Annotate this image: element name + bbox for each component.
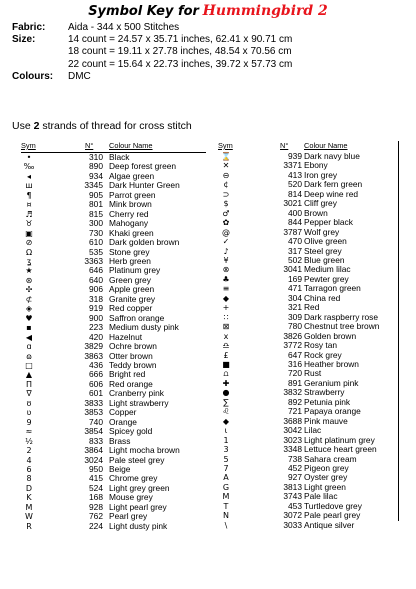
symbol-glyph: 5 — [223, 454, 229, 464]
dmc-number: 400 — [288, 207, 302, 218]
dmc-number: 3833 — [84, 397, 103, 408]
symbol-key-right-column — [214, 141, 399, 530]
symbol-glyph: ʋ — [26, 408, 32, 418]
symbol-glyph: ✿ — [222, 218, 230, 228]
symbol-glyph: ≈ — [25, 427, 33, 437]
symbol-glyph: ★ — [25, 266, 33, 276]
colour-name: Cliff grey — [304, 198, 337, 209]
symbol-glyph: 2 — [26, 446, 32, 456]
design-name: Hummingbird 2 — [202, 3, 328, 19]
dmc-number: 452 — [288, 462, 302, 473]
dmc-number: 906 — [89, 284, 103, 295]
symbol-key-row — [214, 521, 399, 530]
dmc-number: 721 — [288, 406, 302, 417]
dmc-number: 601 — [89, 388, 103, 399]
colour-name: Apple green — [109, 284, 155, 295]
dmc-number: 436 — [89, 359, 103, 370]
dmc-number: 919 — [89, 303, 103, 314]
dmc-number: 3023 — [283, 434, 302, 445]
left-rows — [21, 153, 206, 531]
symbol-glyph: ▲ — [25, 370, 33, 380]
colour-name: Teddy brown — [109, 359, 157, 370]
colour-name: Parrot green — [109, 189, 156, 200]
symbol-glyph: ɷ — [26, 351, 32, 361]
colour-name: Algae green — [109, 170, 155, 181]
symbol-glyph: ◆ — [222, 293, 230, 303]
dmc-number: 3772 — [283, 340, 302, 351]
symbol-glyph: ♌ — [222, 407, 230, 417]
dmc-number: 318 — [89, 293, 103, 304]
symbol-key-row — [21, 522, 206, 531]
colour-name: Dark golden brown — [109, 237, 180, 248]
colour-name: Ochre brown — [109, 341, 157, 352]
symbol-glyph: ⊛ — [25, 275, 33, 285]
symbol-glyph: ⊠ — [222, 322, 230, 332]
colour-name: Iron grey — [304, 169, 338, 180]
symbol-glyph: x — [223, 331, 229, 341]
dmc-number: 3024 — [84, 454, 103, 465]
colour-name: Pewter grey — [304, 273, 349, 284]
symbol-glyph: ✕ — [222, 161, 230, 171]
colour-name: Pale steel grey — [109, 454, 165, 465]
dmc-number: 304 — [288, 292, 302, 303]
colour-name: Sahara cream — [304, 453, 357, 464]
dmc-number: 470 — [288, 236, 302, 247]
symbol-glyph: M — [222, 492, 230, 502]
symbol-glyph: ✚ — [222, 378, 230, 388]
symbol-glyph: ∑ — [223, 397, 229, 407]
colour-name: Ebony — [304, 160, 328, 171]
dmc-number: 928 — [89, 501, 103, 512]
info-label: Size: — [12, 34, 36, 46]
colour-name: Light dusty pink — [109, 520, 168, 531]
dmc-number: 934 — [89, 170, 103, 181]
dmc-number: 413 — [288, 169, 302, 180]
symbol-glyph: ¥ — [223, 255, 229, 265]
dmc-number: 606 — [89, 378, 103, 389]
info-value: DMC — [68, 70, 91, 82]
dmc-number: 905 — [89, 189, 103, 200]
symbol-glyph: ⊖ — [222, 170, 230, 180]
dmc-number: 169 — [288, 273, 302, 284]
colour-name: Pink mauve — [304, 415, 348, 426]
header-sym: Sym — [218, 141, 233, 150]
dmc-number: 892 — [288, 396, 302, 407]
colour-name: Herb green — [109, 255, 151, 266]
symbol-glyph: ¢ — [223, 180, 229, 190]
symbol-glyph: Π — [25, 379, 32, 389]
dmc-number: 730 — [89, 227, 103, 238]
colour-name: Red orange — [109, 378, 153, 389]
dmc-number: 3033 — [283, 519, 302, 530]
symbol-glyph: 9 — [26, 417, 32, 427]
colour-name: Golden brown — [304, 330, 357, 341]
thread-note: Use 2 strands of thread for cross stitch — [12, 120, 192, 132]
symbol-glyph: \ — [224, 520, 228, 530]
dmc-number: 801 — [89, 199, 103, 210]
colour-name: Dark raspberry rose — [304, 311, 379, 322]
symbol-glyph: ♎ — [222, 341, 230, 351]
symbol-glyph: ■ — [222, 359, 230, 369]
colour-name: Olive green — [304, 236, 347, 247]
dmc-number: 3813 — [283, 481, 302, 492]
colour-name: Chrome grey — [109, 473, 158, 484]
dmc-number: 3345 — [84, 180, 103, 191]
colour-name: Green grey — [109, 274, 151, 285]
dmc-number: 762 — [89, 511, 103, 522]
dmc-number: 738 — [288, 453, 302, 464]
colour-name: Spicey gold — [109, 426, 153, 437]
colour-name: Lilac — [304, 425, 322, 436]
dmc-number: 3688 — [283, 415, 302, 426]
colour-name: Light strawberry — [109, 397, 169, 408]
dmc-number: 720 — [288, 368, 302, 379]
header-colour-name: Colour Name — [304, 141, 348, 150]
colour-name: Light platinum grey — [304, 434, 375, 445]
dmc-number: 3042 — [283, 425, 302, 436]
symbol-glyph: ⩍ — [223, 369, 229, 379]
colour-name: Medium dusty pink — [109, 322, 179, 333]
info-value: 22 count = 15.64 x 22.73 inches, 39.72 x 57.73 cm — [68, 58, 293, 70]
strand-count: 2 — [33, 120, 40, 132]
colour-name: Red — [304, 302, 320, 313]
symbol-glyph: ≡ — [222, 284, 230, 294]
symbol-glyph: ⊃ — [222, 189, 230, 199]
symbol-glyph: R — [26, 521, 32, 531]
symbol-glyph: K — [26, 493, 32, 503]
symbol-glyph: ◈ — [25, 304, 33, 314]
dmc-number: 647 — [288, 349, 302, 360]
dmc-number: 3864 — [84, 445, 103, 456]
symbol-glyph: ✣ — [25, 285, 33, 295]
dmc-number: 3021 — [283, 198, 302, 209]
symbol-glyph: ♪ — [223, 246, 229, 256]
colour-name: Antique silver — [304, 519, 355, 530]
symbol-glyph: 6 — [26, 464, 32, 474]
dmc-number: 3832 — [283, 387, 302, 398]
dmc-number: 321 — [288, 302, 302, 313]
colour-name: Black — [109, 152, 130, 162]
colour-name: Deep forest green — [109, 161, 177, 172]
dmc-number: 844 — [288, 217, 302, 228]
colour-name: Light pearl grey — [109, 501, 167, 512]
symbol-glyph: 4 — [26, 455, 32, 465]
colour-name: Platinum grey — [109, 265, 161, 276]
symbol-glyph: □ — [25, 360, 33, 370]
header-number: N° — [280, 141, 289, 150]
dmc-number: 3363 — [84, 255, 103, 266]
dmc-number: 502 — [288, 254, 302, 265]
symbol-glyph: + — [222, 303, 230, 313]
dmc-number: 3826 — [283, 330, 302, 341]
colour-name: Oyster grey — [304, 472, 348, 483]
colour-name: Strawberry — [304, 387, 345, 398]
symbol-glyph: ⊗ — [222, 265, 230, 275]
symbol-glyph: ♥ — [25, 313, 33, 323]
title-prefix: Symbol Key for — [88, 4, 199, 19]
dmc-number: 890 — [89, 161, 103, 172]
colour-name: Pale pearl grey — [304, 510, 361, 521]
dmc-number: 3853 — [84, 407, 103, 418]
symbol-glyph: ‰ — [23, 162, 35, 172]
symbol-glyph: Ω — [25, 247, 33, 257]
symbol-glyph: ¶ — [26, 190, 32, 200]
colour-name: Tarragon green — [304, 283, 361, 294]
dmc-number: 520 — [288, 179, 302, 190]
symbol-glyph: N — [223, 511, 229, 521]
colour-name: Pepper black — [304, 217, 353, 228]
header-colour-name: Colour Name — [109, 141, 153, 150]
symbol-glyph: ● — [222, 388, 230, 398]
colour-name: Orange — [109, 416, 137, 427]
symbol-glyph: ▣ — [25, 228, 33, 238]
colour-name: Copper — [109, 407, 137, 418]
dmc-number: 927 — [288, 472, 302, 483]
colour-name: Bright red — [109, 369, 146, 380]
colour-name: Dark fern green — [304, 179, 363, 190]
symbol-glyph: $ — [223, 199, 229, 209]
info-value: Aida - 344 x 500 Stitches — [68, 22, 180, 33]
dmc-number: 646 — [89, 265, 103, 276]
dmc-number: 900 — [89, 312, 103, 323]
symbol-glyph: ♂ — [222, 208, 230, 218]
info-value: 18 count = 19.11 x 27.78 inches, 48.54 x 70.56 cm — [68, 46, 292, 58]
header-sym: Sym — [21, 141, 36, 150]
colour-name: Lettuce heart green — [304, 444, 377, 455]
dmc-number: 316 — [288, 358, 302, 369]
dmc-number: 420 — [89, 331, 103, 342]
dmc-number: 317 — [288, 245, 302, 256]
dmc-number: 3829 — [84, 341, 103, 352]
header-number: N° — [85, 141, 94, 150]
symbol-glyph: ʓ — [26, 256, 32, 266]
symbol-glyph: G — [222, 482, 230, 492]
dmc-number: 814 — [288, 188, 302, 199]
dmc-number: 524 — [89, 482, 103, 493]
dmc-number: 3072 — [283, 510, 302, 521]
symbol-glyph: D — [25, 483, 33, 493]
symbol-glyph: ✓ — [222, 237, 230, 247]
colour-name: Brass — [109, 435, 131, 446]
dmc-number: 471 — [288, 283, 302, 294]
symbol-glyph: • — [26, 153, 32, 162]
colour-name: Geranium pink — [304, 377, 359, 388]
symbol-glyph: ⌛ — [221, 152, 231, 161]
colour-name: Mink brown — [109, 199, 152, 210]
symbol-glyph: T — [223, 501, 229, 511]
symbol-glyph: 8 — [26, 474, 32, 484]
symbol-glyph: 1 — [223, 435, 229, 445]
colour-name: Beige — [109, 463, 131, 474]
colour-name: Medium lilac — [304, 264, 351, 275]
dmc-number: 3371 — [283, 160, 302, 171]
colour-name: Dark navy blue — [304, 151, 360, 161]
symbol-glyph: ¤ — [26, 200, 32, 210]
dmc-number: 300 — [89, 218, 103, 229]
dmc-number: 950 — [89, 463, 103, 474]
dmc-number: 310 — [89, 152, 103, 162]
symbol-glyph: ▪ — [26, 323, 32, 333]
symbol-glyph: W — [25, 512, 33, 522]
colour-name: Light grey green — [109, 482, 170, 493]
colour-name: China red — [304, 292, 341, 303]
dmc-number: 309 — [288, 311, 302, 322]
symbol-glyph: ∷ — [223, 312, 229, 322]
colour-name: Light mocha brown — [109, 445, 180, 456]
dmc-number: 3787 — [283, 226, 302, 237]
colour-name: Petunia pink — [304, 396, 351, 407]
dmc-number: 168 — [89, 492, 103, 503]
info-label: Fabric: — [12, 22, 46, 33]
colour-name: Rust — [304, 368, 322, 379]
symbol-glyph: ♉ — [25, 219, 33, 229]
symbol-glyph: ♬ — [25, 209, 33, 219]
colour-name: Cranberry pink — [109, 388, 164, 399]
symbol-glyph: ⊘ — [25, 238, 33, 248]
colour-name: Blue green — [304, 254, 345, 265]
colour-name: Rock grey — [304, 349, 342, 360]
colour-name: Pearl grey — [109, 511, 148, 522]
colour-name: Otter brown — [109, 350, 153, 361]
colour-name: Light green — [304, 481, 346, 492]
colour-name: Brown — [304, 207, 328, 218]
symbol-glyph: ɑ — [26, 342, 32, 352]
colour-name: Pale lilac — [304, 491, 338, 502]
dmc-number: 535 — [89, 246, 103, 257]
info-value: 14 count = 24.57 x 35.71 inches, 62.41 x 90.71 cm — [68, 34, 293, 46]
symbol-glyph: ♣ — [222, 274, 230, 284]
dmc-number: 223 — [89, 322, 103, 333]
dmc-number: 3348 — [283, 444, 302, 455]
symbol-glyph: ◆ — [222, 416, 230, 426]
page-title — [0, 3, 416, 19]
dmc-number: 640 — [89, 274, 103, 285]
symbol-glyph: ∇ — [26, 389, 32, 399]
symbol-glyph: ɩ — [224, 426, 228, 436]
colour-name: Papaya orange — [304, 406, 361, 417]
dmc-number: 3854 — [84, 426, 103, 437]
symbol-glyph: ◂ — [26, 171, 31, 181]
dmc-number: 453 — [288, 500, 302, 511]
symbol-glyph: ш — [25, 181, 33, 191]
dmc-number: 3743 — [283, 491, 302, 502]
colour-name: Mahogany — [109, 218, 149, 229]
dmc-number: 740 — [89, 416, 103, 427]
colour-name: Steel grey — [304, 245, 342, 256]
symbol-glyph: A — [223, 473, 229, 483]
dmc-number: 610 — [89, 237, 103, 248]
symbol-glyph: ⊄ — [25, 294, 33, 304]
dmc-number: 3041 — [283, 264, 302, 275]
dmc-number: 224 — [89, 520, 103, 531]
symbol-glyph: M — [25, 502, 33, 512]
symbol-glyph: 7 — [223, 463, 229, 473]
colour-name: Wolf grey — [304, 226, 340, 237]
symbol-glyph: £ — [223, 350, 229, 360]
colour-name: Rosy tan — [304, 340, 338, 351]
colour-name: Granite grey — [109, 293, 156, 304]
colour-name: Cherry red — [109, 208, 149, 219]
colour-name: Saffron orange — [109, 312, 165, 323]
dmc-number: 815 — [89, 208, 103, 219]
dmc-number: 3863 — [84, 350, 103, 361]
symbol-glyph: ʊ — [26, 398, 32, 408]
info-label: Colours: — [12, 70, 54, 82]
colour-name: Hazelnut — [109, 331, 143, 342]
colour-name: Khaki green — [109, 227, 154, 238]
symbol-key-left-column — [21, 141, 206, 531]
colour-name: Red copper — [109, 303, 153, 314]
colour-name: Pigeon grey — [304, 462, 349, 473]
dmc-number: 666 — [89, 369, 103, 380]
right-rows — [214, 152, 399, 530]
dmc-number: 891 — [288, 377, 302, 388]
symbol-glyph: ◀ — [25, 332, 33, 342]
symbol-glyph: @ — [222, 227, 230, 237]
colour-name: Heather brown — [304, 358, 359, 369]
colour-name: Mouse grey — [109, 492, 153, 503]
dmc-number: 780 — [288, 321, 302, 332]
symbol-glyph: ½ — [25, 436, 33, 446]
dmc-number: 415 — [89, 473, 103, 484]
dmc-number: 833 — [89, 435, 103, 446]
dmc-number: 939 — [288, 151, 302, 161]
colour-name: Deep wine red — [304, 188, 359, 199]
colour-name: Stone grey — [109, 246, 150, 257]
colour-name: Chestnut tree brown — [304, 321, 380, 332]
colour-name: Dark Hunter Green — [109, 180, 180, 191]
colour-name: Turtledove grey — [304, 500, 362, 511]
symbol-glyph: 3 — [223, 445, 229, 455]
